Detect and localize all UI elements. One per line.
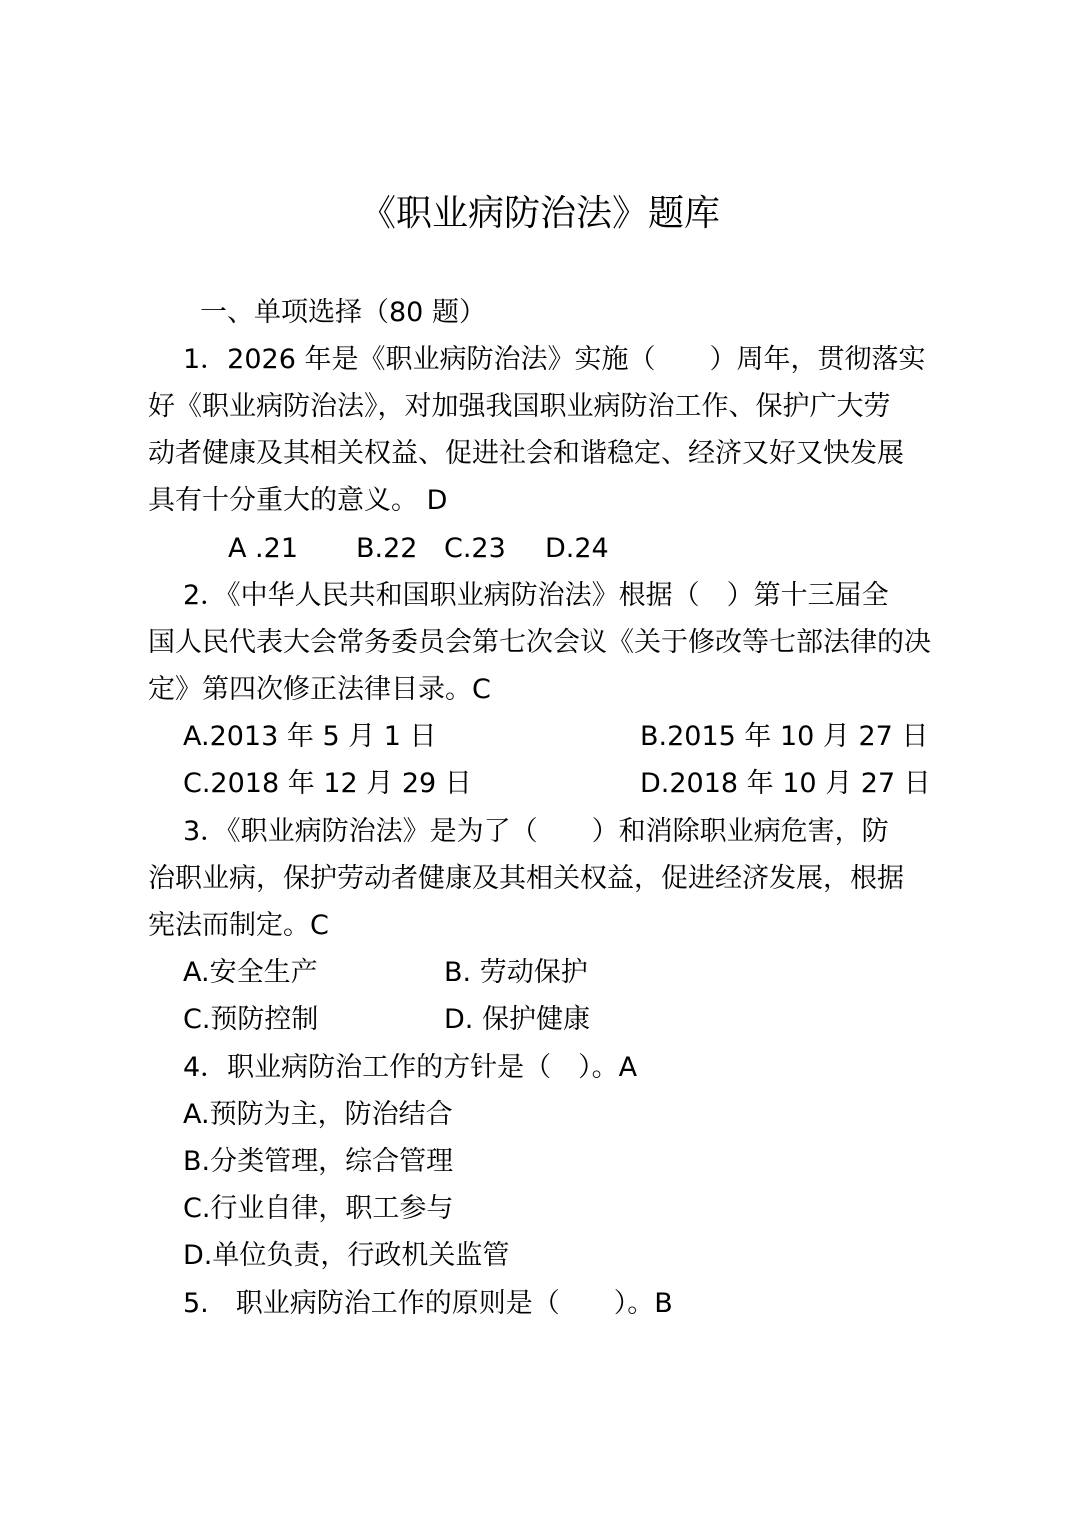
option-b: B. 劳动保护 (444, 957, 588, 988)
document-title: 《职业病防治法》题库 (359, 193, 720, 234)
question-text-line: 1．2026 年是《职业病防治法》实施（ ）周年，贯彻落实 (183, 344, 926, 375)
question-text-line: 治职业病，保护劳动者健康及其相关权益，促进经济发展，根据 (148, 863, 904, 894)
option-b: B.分类管理，综合管理 (183, 1146, 454, 1177)
question-text-line: 定》第四次修正法律目录。C (148, 674, 491, 705)
option-c: C.23 (444, 533, 506, 564)
option-a: A.安全生产 (183, 957, 318, 988)
option-d: D. 保护健康 (444, 1004, 590, 1035)
question-text-line: 国人民代表大会常务委员会第七次会议《关于修改等七部法律的决 (148, 627, 931, 658)
question-text-line: 5. 职业病防治工作的原则是（ ）。B (183, 1288, 673, 1319)
question-text-line: 3．《职业病防治法》是为了（ ）和消除职业病危害，防 (183, 816, 889, 847)
question-text-line: 具有十分重大的意义。 D (148, 485, 448, 516)
option-a: A.2013 年 5 月 1 日 (183, 721, 437, 752)
option-a: A.预防为主，防治结合 (183, 1099, 453, 1130)
section-heading: 一、单项选择（80 题） (200, 297, 486, 328)
question-text-line: 宪法而制定。C (148, 910, 329, 941)
question-text-line: 4．职业病防治工作的方针是（ ）。A (183, 1052, 638, 1083)
option-c: C.2018 年 12 月 29 日 (183, 768, 472, 799)
question-text-line: 2．《中华人民共和国职业病防治法》根据（ ）第十三届全 (183, 580, 889, 611)
option-d: D.2018 年 10 月 27 日 (640, 768, 931, 799)
option-c: C.行业自律，职工参与 (183, 1193, 454, 1224)
option-b: B.2015 年 10 月 27 日 (640, 721, 929, 752)
option-c: C.预防控制 (183, 1004, 319, 1035)
option-d: D.24 (545, 533, 609, 564)
option-d: D.单位负责，行政机关监管 (183, 1240, 510, 1271)
question-text-line: 动者健康及其相关权益、促进社会和谐稳定、经济又好又快发展 (148, 438, 904, 469)
option-b: B.22 (356, 533, 418, 564)
option-a: A .21 (228, 533, 298, 564)
question-text-line: 好《职业病防治法》，对加强我国职业病防治工作、保护广大劳 (148, 391, 891, 422)
